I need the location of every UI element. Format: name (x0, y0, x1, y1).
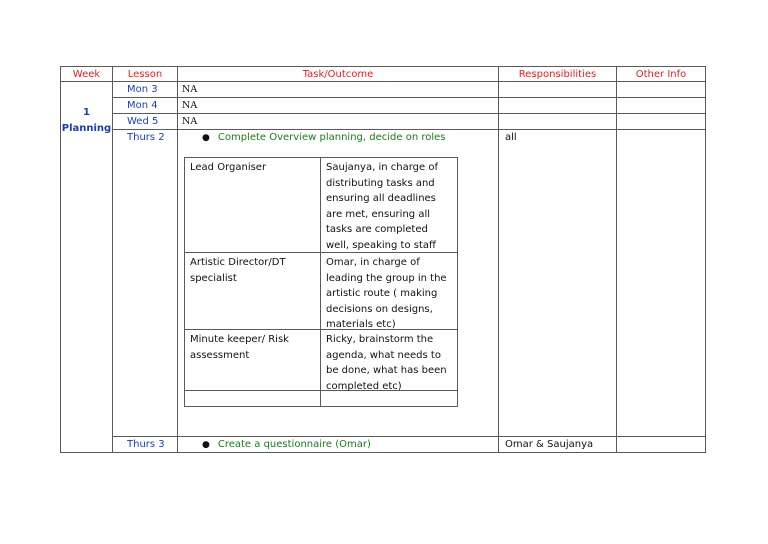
row-responsibilities-thurs2: all (505, 132, 517, 143)
header-responsibilities: Responsibilities (518, 69, 597, 80)
role-desc-artistic: Omar, in charge of leading the group in the artistic route ( making decisions on designs, materials etc) (326, 257, 447, 331)
col-divider-lesson (177, 66, 178, 453)
col-divider-week (112, 66, 113, 453)
roles-right-border (457, 157, 458, 407)
row-lesson-wed5: Wed 5 (127, 116, 159, 127)
row-lesson-mon3: Mon 3 (127, 84, 158, 95)
roles-bottom-border (184, 406, 458, 407)
header-week: Week (72, 69, 101, 80)
role-desc-minutes: Ricky, brainstorm the agenda, what needs to be done, what has been completed etc) (326, 334, 447, 392)
row-lesson-thurs3: Thurs 3 (127, 439, 165, 450)
header-other-info: Other Info (635, 69, 687, 80)
bullet-icon: ● (202, 440, 210, 450)
week-name: Planning (61, 123, 112, 134)
header-lesson: Lesson (127, 69, 163, 80)
task-text: Create a questionnaire (Omar) (217, 439, 371, 450)
role-name-artistic: Artistic Director/DT specialist (190, 257, 286, 284)
row-task-wed5: NA (182, 116, 198, 127)
task-text: Complete Overview planning, decide on roles (217, 132, 446, 143)
row-task-thurs3 (202, 437, 497, 454)
table-right-border (705, 66, 706, 453)
role-name-minutes: Minute keeper/ Risk assessment (190, 334, 289, 361)
header-task: Task/Outcome (302, 69, 374, 80)
role-name-lead: Lead Organiser (190, 162, 267, 173)
role-desc-empty (321, 391, 457, 395)
row-task-mon4: NA (182, 100, 198, 111)
row-responsibilities-thurs3: Omar & Saujanya (505, 439, 594, 450)
role-name-empty (185, 391, 320, 395)
week-number: 1 (83, 107, 90, 118)
bullet-icon: ● (202, 133, 210, 143)
role-desc-lead: Saujanya, in charge of distributing tasks and ensuring all deadlines are met, ensuring all tasks are completed well, speaking to staff (326, 162, 438, 251)
col-divider-responsibilities (616, 66, 617, 453)
row-task-thurs2 (202, 130, 497, 147)
col-divider-task (498, 66, 499, 453)
row-lesson-thurs2: Thurs 2 (127, 132, 165, 143)
row-lesson-mon4: Mon 4 (127, 100, 158, 111)
row-task-mon3: NA (182, 84, 198, 95)
